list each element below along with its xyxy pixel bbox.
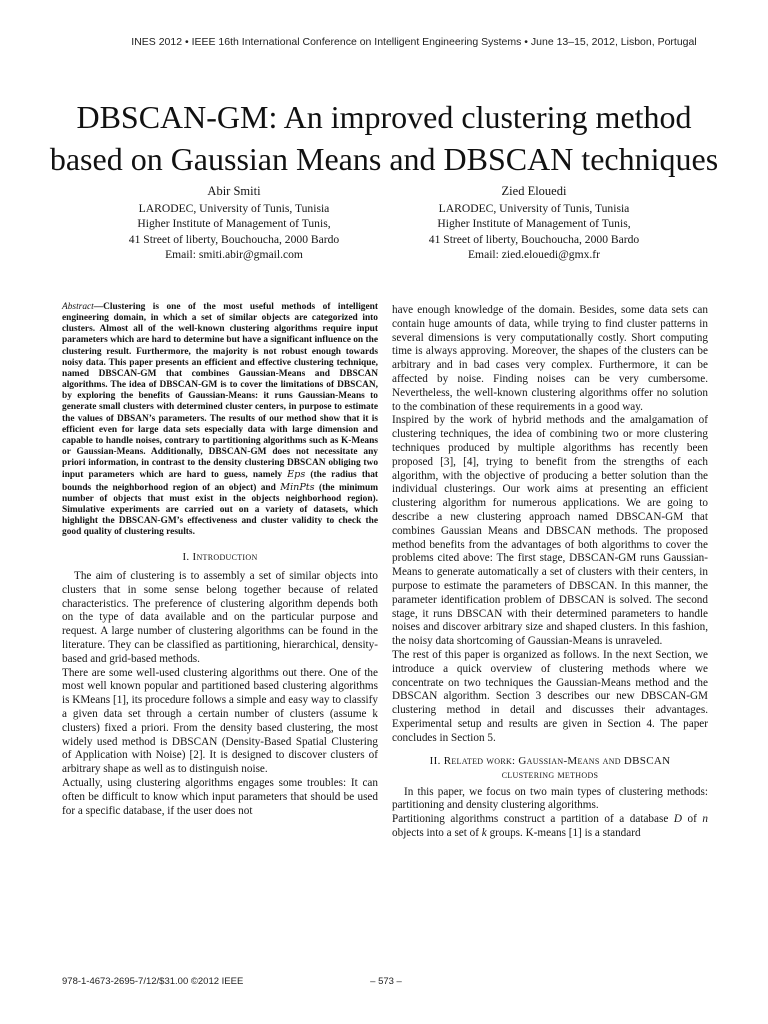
author-affiliation: LARODEC, University of Tunis, Tunisia — [438, 201, 630, 215]
intro-paragraph-1: The aim of clustering is to assembly a set of similar objects into clusters that in some sense belong together because of related characteristics. The preference of clustering algorithm depends both on the type of data available and on the particular purpose and request. A large number of clustering algorithms can be found in the literature. They can be classified as partitioning, hierarchical, density-based and grid-based methods. — [62, 570, 378, 665]
related-text-b: of — [687, 813, 697, 826]
left-column — [62, 302, 378, 818]
author-email[interactable]: Email: zied.elouedi@gmx.fr — [467, 248, 601, 261]
section-title-line-1: Related work: Gaussian-Means and DBSCAN — [443, 754, 671, 767]
author-name: Zied Elouedi — [501, 184, 567, 198]
author-address: 41 Street of liberty, Bouchoucha, 2000 Bardo — [128, 232, 340, 246]
abstract — [62, 302, 378, 538]
author-address: 41 Street of liberty, Bouchoucha, 2000 Bardo — [428, 232, 640, 246]
intro-paragraph-3: Actually, using clustering algorithms engages some troubles: It can often be difficult to know which input parameters that should be used for a specific database, if the user does not — [62, 777, 378, 817]
related-paragraph-1: In this paper, we focus on two main types of clustering methods: partitioning and density clustering algorithms. — [392, 785, 708, 812]
section-heading-line-1 — [392, 754, 708, 768]
col2-paragraph-3: The rest of this paper is organized as follows. In the next Section, we introduce a quick overview of clustering methods where we concentrate on two techniques the Gaussian-Means method and the DBSCAN algorithm. Section 3 describes our new DBSCAN-GM clustering method in detail and discusses their advantages. Experimental setup and results are given in Section 4. The paper concludes in Section 5. — [392, 648, 708, 744]
related-text-c: objects into a set of — [392, 826, 479, 839]
section-title-line-2: clustering methods — [501, 768, 599, 781]
author-block-2 — [374, 184, 694, 263]
conference-header: INES 2012 • IEEE 16th International Conference on Intelligent Engineering Systems • June 13–15, 2012, Lisbon, Portugal — [131, 36, 697, 48]
section-number: I. — [182, 551, 193, 564]
related-paragraph-2 — [392, 813, 708, 841]
section-title: Introduction — [192, 551, 258, 564]
paper-title — [20, 96, 748, 180]
author-name: Abir Smiti — [207, 184, 261, 198]
author-institute: Higher Institute of Management of Tunis, — [137, 217, 331, 230]
abstract-lead: Abstract — [62, 302, 94, 312]
math-minpts: MinPts — [280, 481, 315, 493]
author-block-1 — [74, 184, 394, 263]
page-number: – 573 – — [370, 976, 402, 987]
title-line-1: DBSCAN-GM: An improved clustering method — [76, 99, 692, 135]
section-heading-introduction — [62, 551, 378, 565]
abstract-text-3: (the minimum number of objects that must exist in the objects neighborhood region). Simulative experiments are carried out on a variety of datasets, which highlight the DBSCAN-GM’s effectiveness and cluster validity to check the good quality of clustering results. — [62, 482, 379, 538]
abstract-text-1: —Clustering is one of the most useful methods of intelligent engineering domain, in which a set of similar objects are categorized into clusters. Almost all of the well-known clustering algorithms require input parameters which are hard to determine but have a significant influence on the clustering result. Furthermore, the majority is not robust enough towards noisy data. This paper presents an efficient and effective clustering technique, named DBSCAN-GM that combines Gaussian-Means and DBSCAN algorithms. The idea of DBSCAN-GM is to cover the limitations of DBSCAN, by exploring the benefits of Gaussian-Means: it runs Gaussian-Means to generate small clusters with determined cluster centers, in purpose to estimate the values of DBSAN’s parameters. The results of our method show that it is efficient even for large data sets especially data with large dimension and capable to handle noises, contrary to partitioning algorithms such as K-Means or Gaussian-Means. Additionally, DBSCAN-GM does not necessitate any priori information, in contrast to the density clustering DBSCAN obliging two input parameters which are hard to guess, namely — [62, 302, 378, 481]
right-column — [392, 304, 708, 841]
col2-paragraph-2: Inspired by the work of hybrid methods and the amalgamation of clustering techniques, the idea of combining two or more clustering techniques produced by multiple algorithms has recently been proposed [3], [4], trying to benefit from the strengths of each algorithm, with the objective of producing a better solution than the individual clusterings. Our work aims at presenting an efficient clustering algorithm for numerous applications. We are going to describe a new clustering approach named DBSCAN-GM that combines Gaussian Means and DBSCAN methods. The proposed method benefits from the advantages of both algorithms to cover the problems cited above: The first stage, DBSCAN-GM runs Gaussian-Means to generate automatically a set of clusters with their centers, in purpose to estimate the parameters of DBSCAN. In this manner, the parameter identification problem of DBSCAN is solved. The second stage, it runs DBSCAN with their determined parameters to handle noises and discover arbitrary size and shaped clusters. In this fashion, the noisy data shortcoming of Gaussian-Means is unraveled. — [392, 414, 708, 648]
math-D: D — [673, 813, 682, 826]
abstract-text-2: (the radius that bounds the neighborhood region of an object) and — [62, 470, 379, 493]
author-institute: Higher Institute of Management of Tunis, — [437, 217, 631, 230]
footer-isbn: 978-1-4673-2695-7/12/$31.00 ©2012 IEEE — [62, 976, 244, 987]
math-k: k — [481, 826, 487, 839]
author-affiliation: LARODEC, University of Tunis, Tunisia — [138, 201, 330, 215]
section-heading-related-work — [392, 754, 708, 782]
section-number: II. — [429, 754, 444, 767]
related-text-a: Partitioning algorithms construct a partition of a database — [392, 813, 669, 826]
related-text-d: groups. K-means [1] is a standard — [489, 826, 641, 839]
intro-paragraph-2: There are some well-used clustering algorithms out there. One of the most well known popular and partitioned based clustering algorithms is KMeans [1], its procedure follows a simple and easy way to classify a given data set through a certain number of clusters (assume k clusters) fixed a priori. From the density based clustering, the most widely used method is DBSCAN (Density-Based Spatial Clustering of Application with Noise) [2]. It is designed to discover clusters of arbitrary shape as well as to distinguish noise. — [62, 666, 378, 776]
col2-paragraph-1: have enough knowledge of the domain. Besides, some data sets can contain huge amounts of data, while trying to find cluster patterns in several dimensions is very computationally costly. Short computing time is always approving. Moreover, the shapes of the clusters can be arbitrary and in bad cases very complex. Furthermore, it can be affected by noise. Finding noises can be very cumbersome. Nevertheless, the well-known clustering algorithms offer no solution to the combination of these requirements in a good way. — [392, 304, 708, 413]
author-email[interactable]: Email: smiti.abir@gmail.com — [165, 248, 303, 261]
math-eps: Eps — [287, 469, 306, 481]
title-line-2: based on Gaussian Means and DBSCAN techniques — [49, 141, 719, 177]
math-n: n — [702, 813, 708, 826]
